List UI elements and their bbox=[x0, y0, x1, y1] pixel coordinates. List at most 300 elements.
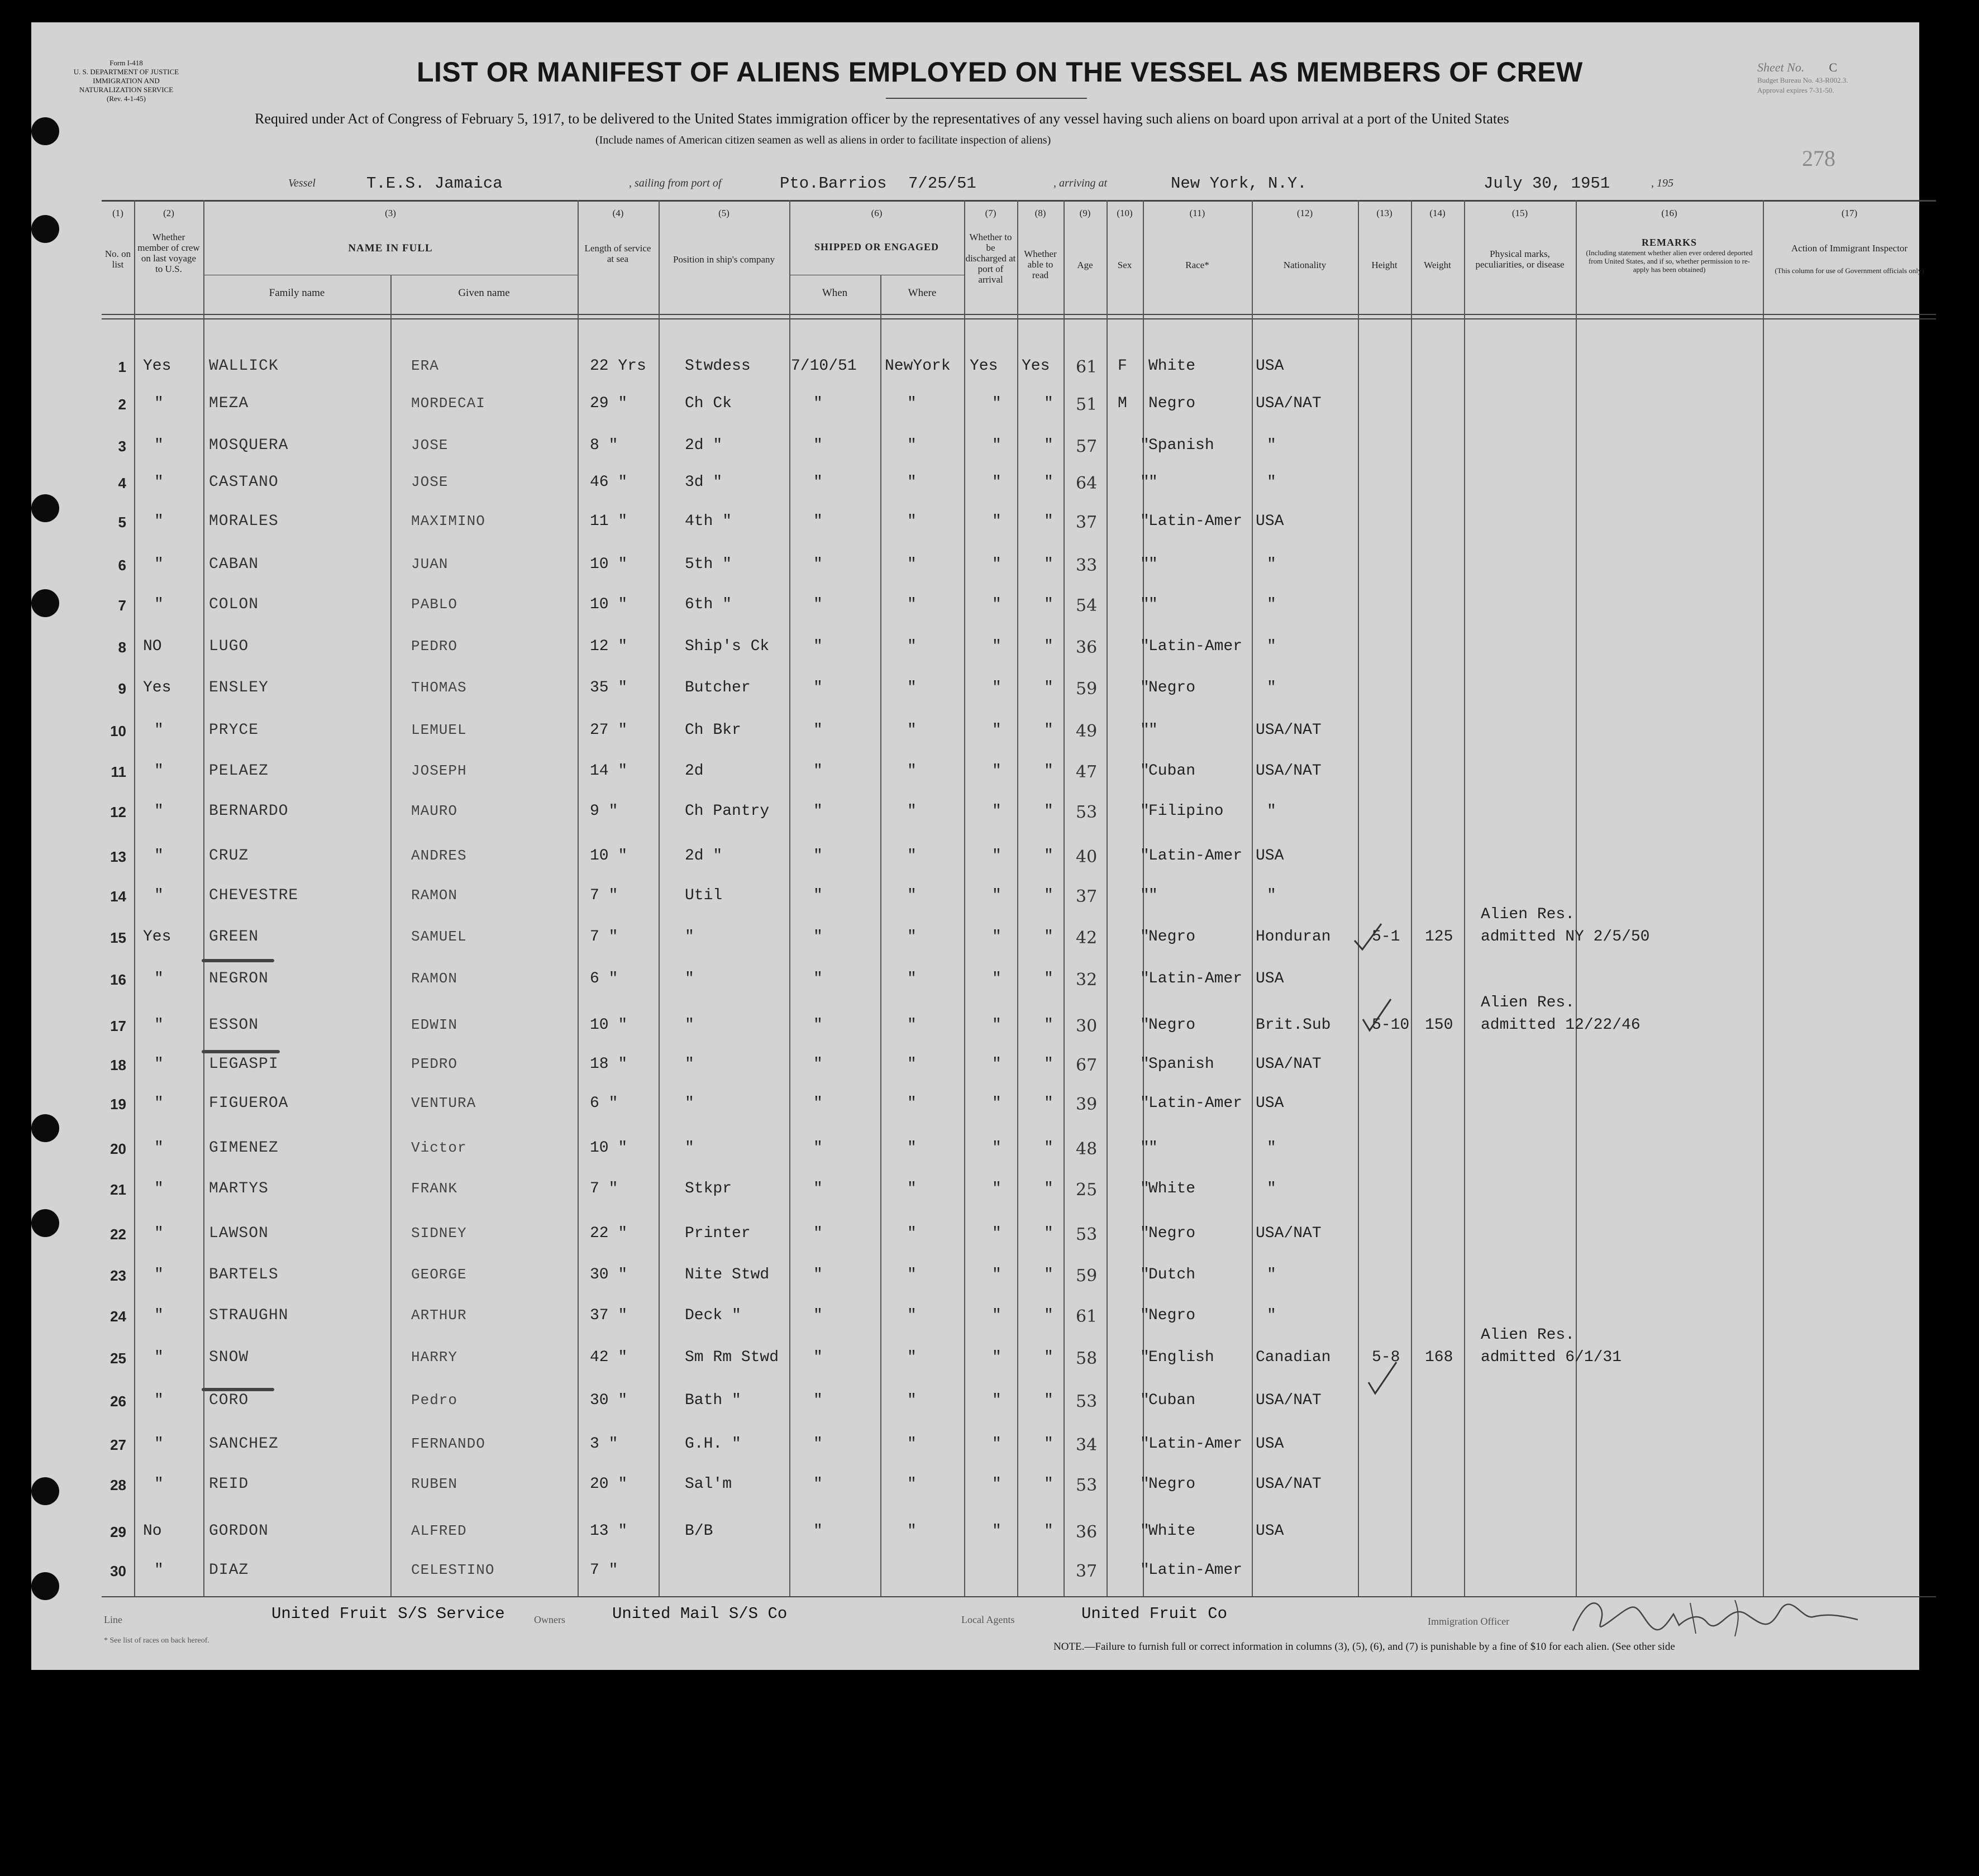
cell-sex: " bbox=[1140, 1435, 1150, 1453]
cell-given: RAMON bbox=[411, 970, 458, 987]
cell-prev: Yes bbox=[143, 928, 171, 946]
row-number: 26 bbox=[110, 1393, 126, 1410]
cell-race: Latin-Amer bbox=[1148, 638, 1243, 655]
cell-age: 42 bbox=[1076, 928, 1098, 948]
cell-where: " bbox=[907, 638, 917, 655]
cell-disch: " bbox=[992, 1225, 1002, 1242]
cell-position: Ship's Ck bbox=[685, 638, 770, 655]
column-number: (5) bbox=[718, 208, 729, 218]
cell-length: 7 " bbox=[590, 1562, 618, 1579]
cell-read: " bbox=[1044, 1266, 1053, 1283]
cell-where: " bbox=[907, 1522, 917, 1540]
cell-read: " bbox=[1044, 474, 1053, 491]
row-number: 20 bbox=[110, 1140, 126, 1157]
row-number: 10 bbox=[110, 723, 126, 739]
column-number: (6) bbox=[871, 208, 883, 218]
cell-race: " bbox=[1148, 556, 1158, 573]
remarks-line: admitted NY 2/5/50 bbox=[1481, 928, 1650, 946]
cell-sex: " bbox=[1140, 1562, 1150, 1579]
cell-where: " bbox=[907, 1225, 917, 1242]
cell-given: FRANK bbox=[411, 1180, 458, 1197]
cell-when: " bbox=[813, 1476, 823, 1493]
cell-when: " bbox=[813, 1349, 823, 1366]
cell-given: MAURO bbox=[411, 803, 458, 819]
column-number: (9) bbox=[1079, 208, 1091, 218]
cell-sex: " bbox=[1140, 1225, 1150, 1242]
cell-race: Filipino bbox=[1148, 803, 1224, 820]
cell-nat: " bbox=[1267, 1180, 1276, 1197]
cell-age: 61 bbox=[1076, 1307, 1098, 1326]
punch-hole bbox=[31, 589, 59, 617]
cell-disch: " bbox=[992, 395, 1002, 412]
header-family-name: Family name bbox=[269, 287, 325, 299]
header-shipped: SHIPPED OR ENGAGED bbox=[814, 241, 940, 252]
column-number: (3) bbox=[385, 208, 396, 218]
check-mark-icon bbox=[1352, 922, 1386, 955]
cell-age: 48 bbox=[1076, 1139, 1098, 1159]
cell-length: 6 " bbox=[590, 970, 618, 987]
cell-when: " bbox=[813, 1266, 823, 1283]
cell-disch: " bbox=[992, 1392, 1002, 1409]
cell-given: PABLO bbox=[411, 596, 458, 613]
column-number: (12) bbox=[1296, 208, 1313, 218]
cell-read: " bbox=[1044, 803, 1053, 820]
cell-sex: " bbox=[1140, 1180, 1150, 1197]
cell-read: " bbox=[1044, 1016, 1053, 1034]
cell-position: Sal'm bbox=[685, 1476, 732, 1493]
cell-read: " bbox=[1044, 722, 1053, 739]
cell-when: 7/10/51 bbox=[791, 357, 857, 375]
col-rule bbox=[1252, 200, 1253, 1596]
punch-hole bbox=[31, 494, 59, 522]
cell-age: 59 bbox=[1076, 679, 1098, 699]
cell-when: " bbox=[813, 803, 823, 820]
cell-position: B/B bbox=[685, 1522, 713, 1540]
cell-height: 5-8 bbox=[1372, 1349, 1400, 1366]
cell-age: 34 bbox=[1076, 1435, 1098, 1455]
row-number: 9 bbox=[118, 680, 126, 697]
cell-given: PEDRO bbox=[411, 638, 458, 655]
cell-disch: " bbox=[992, 803, 1002, 820]
cell-given: RAMON bbox=[411, 887, 458, 904]
cell-age: 37 bbox=[1076, 1562, 1098, 1581]
cell-race: " bbox=[1148, 887, 1158, 904]
cell-when: " bbox=[813, 1056, 823, 1073]
cell-disch: " bbox=[992, 1476, 1002, 1493]
header-bottom-rule bbox=[102, 314, 1936, 315]
cell-position: Ch Pantry bbox=[685, 803, 770, 820]
header-when: When bbox=[822, 287, 848, 299]
footer-note: NOTE.—Failure to furnish full or correct information in columns (3), (5), (6), and (7) is punishable by a fine of $10 for each alien. (See other side bbox=[1053, 1641, 1675, 1653]
cell-read: " bbox=[1044, 762, 1053, 780]
cell-length: 13 " bbox=[590, 1522, 628, 1540]
cell-prev: " bbox=[154, 1307, 164, 1324]
cell-where: " bbox=[907, 1180, 917, 1197]
cell-disch: " bbox=[992, 762, 1002, 780]
cell-position: " bbox=[685, 1095, 694, 1112]
cell-sex: " bbox=[1140, 1349, 1150, 1366]
row-number: 28 bbox=[110, 1477, 126, 1493]
cell-family: DIAZ bbox=[209, 1562, 249, 1579]
column-number: (14) bbox=[1429, 208, 1446, 218]
year-suffix: , 195 bbox=[1651, 177, 1673, 189]
cell-family: CORO bbox=[209, 1392, 249, 1409]
cell-prev: " bbox=[154, 803, 164, 820]
cell-race: White bbox=[1148, 1180, 1196, 1197]
footer-owners-label: Owners bbox=[534, 1614, 565, 1625]
cell-read: " bbox=[1044, 395, 1053, 412]
col-rule bbox=[1763, 200, 1764, 1596]
title-rule bbox=[886, 98, 1087, 99]
service-name: IMMIGRATION AND NATURALIZATION SERVICE bbox=[79, 77, 174, 94]
arriving-label: , arriving at bbox=[1053, 177, 1108, 189]
row-number: 16 bbox=[110, 971, 126, 988]
cell-length: 11 " bbox=[590, 513, 628, 530]
cell-when: " bbox=[813, 762, 823, 780]
cell-prev: " bbox=[154, 1180, 164, 1197]
cell-when: " bbox=[813, 1095, 823, 1112]
cell-age: 67 bbox=[1076, 1056, 1098, 1075]
cell-race: " bbox=[1148, 722, 1158, 739]
cell-read: " bbox=[1044, 928, 1053, 946]
cell-length: 22 Yrs bbox=[590, 357, 646, 375]
form-number: Form I-418 bbox=[109, 59, 143, 67]
cell-family: PRYCE bbox=[209, 722, 259, 739]
cell-race: White bbox=[1148, 357, 1196, 375]
cell-length: 22 " bbox=[590, 1225, 628, 1242]
cell-family: GREEN bbox=[209, 928, 259, 946]
cell-nat: USA/NAT bbox=[1256, 1056, 1322, 1073]
cell-nat: Canadian bbox=[1256, 1349, 1331, 1366]
cell-given: MORDECAI bbox=[411, 395, 485, 412]
cell-prev: Yes bbox=[143, 679, 171, 696]
cell-race: Negro bbox=[1148, 928, 1196, 946]
page-subnote: (Include names of American citizen seamen as well as aliens in order to facilitate inspection of aliens) bbox=[595, 134, 1051, 146]
cell-weight: 125 bbox=[1425, 928, 1453, 946]
cell-length: 10 " bbox=[590, 847, 628, 865]
cell-when: " bbox=[813, 887, 823, 904]
cell-length: 18 " bbox=[590, 1056, 628, 1073]
cell-age: 54 bbox=[1076, 596, 1098, 615]
header-sex: Sex bbox=[1117, 260, 1132, 270]
cell-family: REID bbox=[209, 1476, 249, 1493]
col-rule bbox=[659, 200, 660, 1596]
cell-read: " bbox=[1044, 1225, 1053, 1242]
column-number: (15) bbox=[1511, 208, 1528, 218]
cell-read: " bbox=[1044, 556, 1053, 573]
cell-disch: " bbox=[992, 1016, 1002, 1034]
cell-where: " bbox=[907, 1435, 917, 1453]
cell-when: " bbox=[813, 638, 823, 655]
sheet-number: C bbox=[1829, 60, 1838, 74]
cell-prev: " bbox=[154, 596, 164, 613]
cell-read: " bbox=[1044, 1095, 1053, 1112]
cell-sex: " bbox=[1140, 1016, 1150, 1034]
cell-family: LUGO bbox=[209, 638, 249, 655]
header-remarks-note: (Including statement whether alien ever ordered deported from United States, and if so, whether permission to re-apply has been obtained) bbox=[1586, 249, 1753, 274]
col-rule bbox=[789, 200, 790, 1596]
col-rule bbox=[964, 200, 965, 1596]
page-title: LIST OR MANIFEST OF ALIENS EMPLOYED ON THE VESSEL AS MEMBERS OF CREW bbox=[417, 56, 1583, 88]
cell-prev: " bbox=[154, 762, 164, 780]
cell-sex: " bbox=[1140, 474, 1150, 491]
cell-where: NewYork bbox=[885, 357, 951, 375]
cell-nat: USA/NAT bbox=[1256, 395, 1322, 412]
cell-family: SANCHEZ bbox=[209, 1435, 279, 1453]
cell-family: FIGUEROA bbox=[209, 1095, 289, 1112]
cell-given: JOSE bbox=[411, 437, 449, 454]
cell-when: " bbox=[813, 722, 823, 739]
sailing-date: 7/25/51 bbox=[908, 174, 976, 193]
name-underline-mark bbox=[202, 1050, 280, 1053]
cell-race: Cuban bbox=[1148, 762, 1196, 780]
punch-hole bbox=[31, 1477, 59, 1505]
cell-race: Latin-Amer bbox=[1148, 1562, 1243, 1579]
cell-race: White bbox=[1148, 1522, 1196, 1540]
punch-hole bbox=[31, 1572, 59, 1600]
cell-race: " bbox=[1148, 596, 1158, 613]
cell-given: MAXIMINO bbox=[411, 513, 485, 529]
cell-length: 8 " bbox=[590, 437, 618, 454]
cell-height: 5-10 bbox=[1372, 1016, 1410, 1034]
row-number: 1 bbox=[118, 359, 126, 375]
table-top-rule bbox=[102, 200, 1936, 202]
cell-age: 36 bbox=[1076, 638, 1098, 657]
cell-nat: USA bbox=[1256, 970, 1284, 987]
cell-nat: USA/NAT bbox=[1256, 1476, 1322, 1493]
cell-nat: " bbox=[1267, 474, 1276, 491]
cell-given: CELESTINO bbox=[411, 1562, 495, 1578]
cell-disch: Yes bbox=[970, 357, 998, 375]
punch-hole bbox=[31, 117, 59, 145]
cell-race: Latin-Amer bbox=[1148, 1095, 1243, 1112]
footer-officer-label: Immigration Officer bbox=[1428, 1616, 1510, 1627]
cell-family: PELAEZ bbox=[209, 762, 269, 780]
cell-given: ALFRED bbox=[411, 1522, 467, 1539]
name-underline-mark bbox=[202, 959, 274, 962]
cell-age: 64 bbox=[1076, 474, 1098, 493]
cell-age: 25 bbox=[1076, 1180, 1098, 1200]
cell-sex: " bbox=[1140, 1307, 1150, 1324]
cell-sex: " bbox=[1140, 1056, 1150, 1073]
cell-family: CHEVESTRE bbox=[209, 887, 299, 904]
cell-prev: " bbox=[154, 556, 164, 573]
row-number: 11 bbox=[111, 763, 126, 780]
header-position: Position in ship's company bbox=[673, 254, 775, 265]
row-number: 12 bbox=[110, 804, 126, 820]
cell-prev: " bbox=[154, 970, 164, 987]
cell-sex: " bbox=[1140, 513, 1150, 530]
row-number: 15 bbox=[110, 929, 126, 946]
column-number: (7) bbox=[985, 208, 996, 218]
header-where: Where bbox=[908, 287, 937, 299]
cell-nat: " bbox=[1267, 887, 1276, 904]
cell-given: ARTHUR bbox=[411, 1307, 467, 1324]
row-number: 3 bbox=[118, 438, 126, 455]
cell-where: " bbox=[907, 679, 917, 696]
footer-owners-value: United Mail S/S Co bbox=[612, 1605, 788, 1623]
department-name: U. S. DEPARTMENT OF JUSTICE bbox=[73, 68, 179, 76]
cell-prev: " bbox=[154, 1139, 164, 1157]
cell-where: " bbox=[907, 596, 917, 613]
cell-position: " bbox=[685, 928, 694, 946]
sailing-port: Pto.Barrios bbox=[780, 174, 887, 193]
cell-prev: " bbox=[154, 887, 164, 904]
arrival-port: New York, N.Y. bbox=[1171, 174, 1307, 193]
cell-where: " bbox=[907, 928, 917, 946]
cell-disch: " bbox=[992, 887, 1002, 904]
cell-prev: " bbox=[154, 1562, 164, 1579]
cell-age: 49 bbox=[1076, 722, 1098, 741]
cell-length: 9 " bbox=[590, 803, 618, 820]
cell-length: 7 " bbox=[590, 928, 618, 946]
cell-position: " bbox=[685, 1139, 694, 1157]
cell-sex: " bbox=[1140, 1095, 1150, 1112]
cell-read: " bbox=[1044, 1522, 1053, 1540]
cell-position: G.H. " bbox=[685, 1435, 741, 1453]
cell-read: " bbox=[1044, 1180, 1053, 1197]
footer-agents-value: United Fruit Co bbox=[1081, 1605, 1228, 1623]
cell-race: " bbox=[1148, 474, 1158, 491]
cell-read: " bbox=[1044, 1349, 1053, 1366]
cell-when: " bbox=[813, 1180, 823, 1197]
cell-disch: " bbox=[992, 679, 1002, 696]
header-age: Age bbox=[1077, 260, 1093, 270]
cell-given: HARRY bbox=[411, 1349, 458, 1366]
cell-given: VENTURA bbox=[411, 1095, 476, 1111]
page-stamp: 278 bbox=[1802, 146, 1835, 171]
row-number: 19 bbox=[110, 1096, 126, 1113]
approval-note: Approval expires 7-31-50. bbox=[1757, 86, 1834, 94]
cell-prev: " bbox=[154, 437, 164, 454]
row-number: 29 bbox=[110, 1524, 126, 1540]
cell-position: 2d bbox=[685, 762, 704, 780]
cell-length: 3 " bbox=[590, 1435, 618, 1453]
cell-disch: " bbox=[992, 638, 1002, 655]
cell-position: Util bbox=[685, 887, 723, 904]
cell-age: 33 bbox=[1076, 556, 1098, 575]
cell-position: Deck " bbox=[685, 1307, 741, 1324]
cell-length: 6 " bbox=[590, 1095, 618, 1112]
cell-read: " bbox=[1044, 887, 1053, 904]
cell-nat: " bbox=[1267, 596, 1276, 613]
cell-nat: USA bbox=[1256, 1522, 1284, 1540]
cell-where: " bbox=[907, 722, 917, 739]
cell-where: " bbox=[907, 556, 917, 573]
cell-read: " bbox=[1044, 1056, 1053, 1073]
cell-when: " bbox=[813, 928, 823, 946]
cell-race: " bbox=[1148, 1139, 1158, 1157]
cell-when: " bbox=[813, 1016, 823, 1034]
cell-sex: " bbox=[1140, 847, 1150, 865]
officer-signature bbox=[1567, 1592, 1880, 1642]
cell-race: Negro bbox=[1148, 1307, 1196, 1324]
row-number: 4 bbox=[118, 475, 126, 491]
cell-race: Negro bbox=[1148, 1225, 1196, 1242]
cell-family: STRAUGHN bbox=[209, 1307, 289, 1324]
cell-when: " bbox=[813, 395, 823, 412]
header-physical: Physical marks, peculiarities, or disease bbox=[1475, 249, 1565, 270]
row-number: 14 bbox=[110, 888, 126, 905]
cell-given: THOMAS bbox=[411, 679, 467, 696]
cell-length: 37 " bbox=[590, 1307, 628, 1324]
cell-length: 7 " bbox=[590, 887, 618, 904]
form-identifier-block bbox=[65, 59, 188, 103]
cell-sex: " bbox=[1140, 638, 1150, 655]
row-number: 18 bbox=[110, 1057, 126, 1073]
cell-read: " bbox=[1044, 596, 1053, 613]
cell-when: " bbox=[813, 1139, 823, 1157]
cell-nat: USA bbox=[1256, 1095, 1284, 1112]
cell-given: Victor bbox=[411, 1139, 467, 1156]
header-weight: Weight bbox=[1424, 260, 1451, 270]
cell-where: " bbox=[907, 474, 917, 491]
cell-age: 51 bbox=[1076, 395, 1098, 414]
header-length-service: Length of service at sea bbox=[584, 243, 651, 264]
cell-given: JOSE bbox=[411, 474, 449, 490]
cell-family: WALLICK bbox=[209, 357, 279, 375]
cell-height: 5-1 bbox=[1372, 928, 1400, 946]
cell-disch: " bbox=[992, 1307, 1002, 1324]
cell-age: 47 bbox=[1076, 762, 1098, 782]
cell-disch: " bbox=[992, 1095, 1002, 1112]
cell-prev: " bbox=[154, 474, 164, 491]
cell-age: 53 bbox=[1076, 1225, 1098, 1244]
cell-race: Dutch bbox=[1148, 1266, 1196, 1283]
cell-read: " bbox=[1044, 970, 1053, 987]
cell-sex: " bbox=[1140, 762, 1150, 780]
header-remarks: REMARKS bbox=[1641, 237, 1697, 248]
cell-nat: USA bbox=[1256, 357, 1284, 375]
cell-nat: Honduran bbox=[1256, 928, 1331, 946]
column-number: (16) bbox=[1661, 208, 1677, 218]
cell-age: 58 bbox=[1076, 1349, 1098, 1368]
cell-when: " bbox=[813, 513, 823, 530]
row-number: 30 bbox=[110, 1563, 126, 1579]
cell-nat: " bbox=[1267, 1266, 1276, 1283]
cell-position: " bbox=[685, 970, 694, 987]
col-rule bbox=[1017, 200, 1018, 1596]
cell-given: RUBEN bbox=[411, 1476, 458, 1492]
cell-given: GEORGE bbox=[411, 1266, 467, 1283]
cell-race: Negro bbox=[1148, 395, 1196, 412]
cell-nat: USA bbox=[1256, 1435, 1284, 1453]
cell-race: Negro bbox=[1148, 1016, 1196, 1034]
cell-given: SAMUEL bbox=[411, 928, 467, 945]
column-number: (2) bbox=[163, 208, 174, 218]
cell-family: MORALES bbox=[209, 513, 279, 530]
cell-given: ANDRES bbox=[411, 847, 467, 864]
cell-position: 4th " bbox=[685, 513, 732, 530]
cell-sex: " bbox=[1140, 1392, 1150, 1409]
cell-family: BERNARDO bbox=[209, 803, 289, 820]
cell-read: " bbox=[1044, 1392, 1053, 1409]
cell-position: Stkpr bbox=[685, 1180, 732, 1197]
cell-weight: 168 bbox=[1425, 1349, 1453, 1366]
arrival-date: July 30, 1951 bbox=[1484, 174, 1610, 193]
sheet-label: Sheet No. bbox=[1757, 60, 1805, 74]
cell-prev: " bbox=[154, 1016, 164, 1034]
cell-nat: USA/NAT bbox=[1256, 762, 1322, 780]
cell-sex: " bbox=[1140, 1139, 1150, 1157]
cell-nat: USA/NAT bbox=[1256, 722, 1322, 739]
check-mark-icon bbox=[1366, 1360, 1400, 1399]
page-subtitle: Required under Act of Congress of February 5, 1917, to be delivered to the United States immigration officer by the representatives of any vessel having such aliens on board upon arrival at a port of the United States bbox=[255, 111, 1509, 127]
cell-nat: Brit.Sub bbox=[1256, 1016, 1331, 1034]
cell-where: " bbox=[907, 1266, 917, 1283]
cell-position: 2d " bbox=[685, 847, 723, 865]
punch-hole bbox=[31, 1209, 59, 1237]
